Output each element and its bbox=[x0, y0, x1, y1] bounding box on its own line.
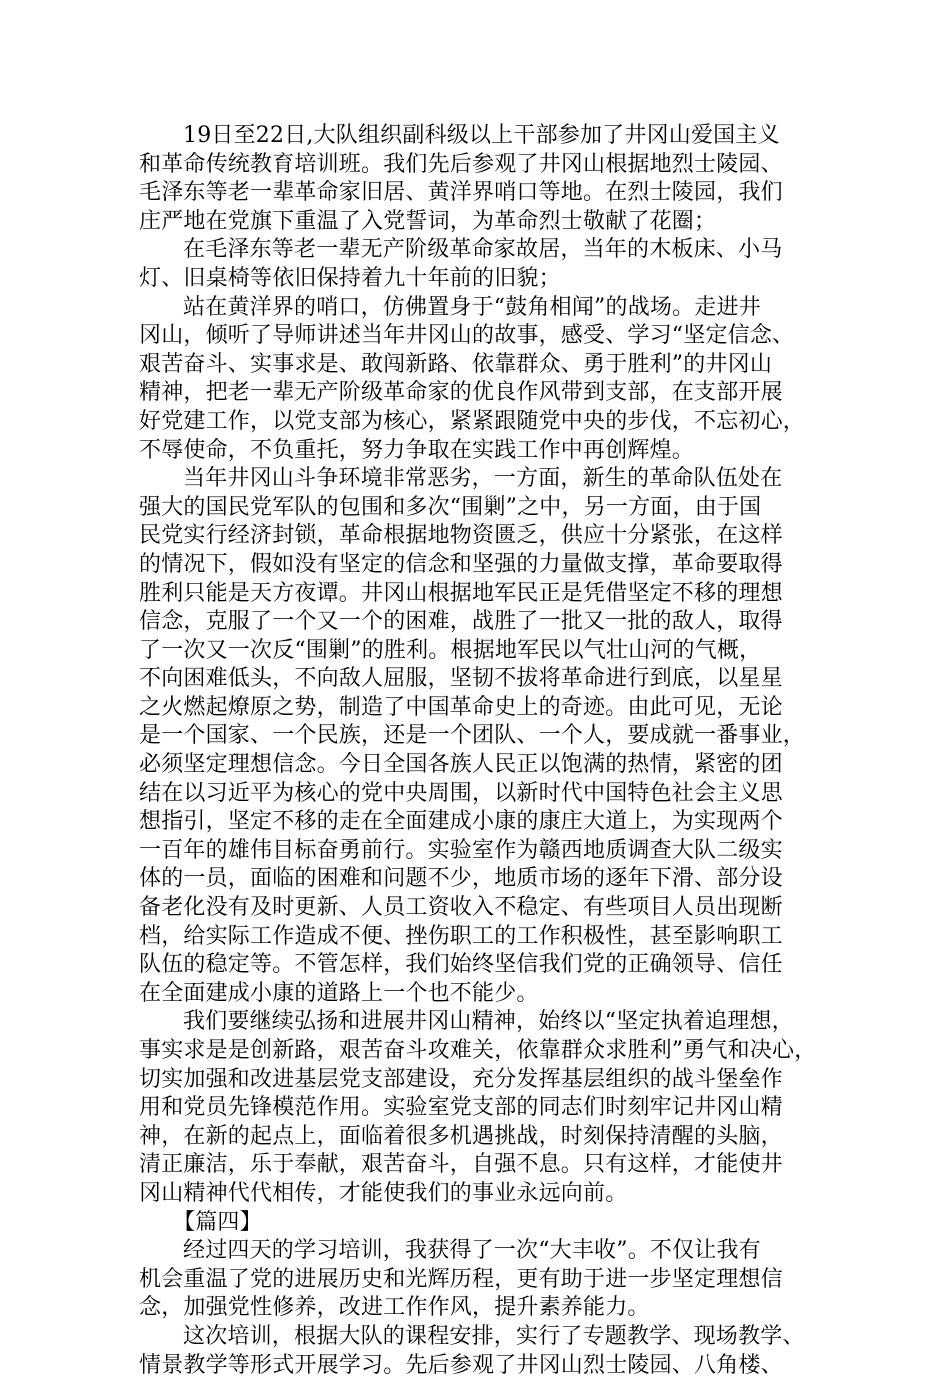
paragraph-line: 事实求是是创新路，艰苦奋斗攻难关，依靠群众求胜利”勇气和决心， bbox=[139, 1038, 817, 1063]
paragraph-line: 这次培训，根据大队的课程安排，实行了专题教学、现场教学、 bbox=[183, 1323, 805, 1349]
paragraph-line: 想指引，坚定不移的走在全面建成小康的康庄大道上，为实现两个 bbox=[139, 809, 783, 835]
paragraph-line: 我们要继续弘扬和进展井冈山精神，始终以“坚定执着追理想， bbox=[183, 1009, 794, 1035]
paragraph-line: 强大的国民党军队的包围和多次“围剿”之中，另一方面，由于国 bbox=[139, 494, 762, 520]
paragraph-line: 一百年的雄伟目标奋勇前行。实验室作为赣西地质调查大队二级实 bbox=[139, 837, 783, 863]
paragraph-line: 念，加强党性修养，改进工作作风，提升素养能力。 bbox=[139, 1295, 650, 1321]
paragraph-line: 结在以习近平为核心的党中央周围，以新时代中国特色社会主义思 bbox=[139, 780, 783, 806]
paragraph-line: 信念，克服了一个又一个的困难，战胜了一批又一批的敌人，取得 bbox=[139, 609, 783, 635]
paragraph-line: 切实加强和改进基层党支部建设，充分发挥基层组织的战斗堡垒作 bbox=[139, 1066, 783, 1092]
paragraph-line: 当年井冈山斗争环境非常恶劣，一方面，新生的革命队伍处在 bbox=[183, 466, 783, 492]
paragraph-line: 和革命传统教育培训班。我们先后参观了井冈山根据地烈士陵园、 bbox=[139, 151, 783, 177]
paragraph-line: 庄严地在党旗下重温了入党誓词，为革命烈士敬献了花圈； bbox=[139, 208, 717, 234]
paragraph-line: 队伍的稳定等。不管怎样，我们始终坚信我们党的正确领导、信任 bbox=[139, 952, 783, 978]
paragraph-line: 冈山精神代代相传，才能使我们的事业永远向前。 bbox=[139, 1180, 628, 1206]
paragraph-line: 的情况下，假如没有坚定的信念和坚强的力量做支撑，革命要取得 bbox=[139, 551, 783, 577]
paragraph-line: 不向困难低头，不向敌人屈服，坚韧不拔将革命进行到底，以星星 bbox=[139, 666, 783, 692]
paragraph-line: 毛泽东等老一辈革命家旧居、黄洋界哨口等地。在烈士陵园，我们 bbox=[139, 180, 783, 206]
document-body bbox=[139, 122, 829, 1380]
paragraph bbox=[139, 122, 829, 236]
paragraph-line: 必须坚定理想信念。今日全国各族人民正以饱满的热情，紧密的团 bbox=[139, 752, 783, 778]
section-heading bbox=[139, 1209, 829, 1238]
paragraph-line: 好党建工作，以党支部为核心，紧紧跟随党中央的步伐，不忘初心， bbox=[139, 408, 806, 434]
paragraph-line: 用和党员先锋模范作用。实验室党支部的同志们时刻牢记井冈山精 bbox=[139, 1095, 783, 1121]
paragraph bbox=[139, 236, 829, 293]
paragraph-line: 档，给实际工作造成不便、挫伤职工的工作积极性，甚至影响职工 bbox=[139, 923, 783, 949]
heading-text: 【篇四】 bbox=[173, 1209, 262, 1235]
paragraph-line: 是一个国家、一个民族，还是一个团队、一个人，要成就一番事业， bbox=[139, 723, 806, 749]
paragraph-line: 之火燃起燎原之势，制造了中国革命史上的奇迹。由此可见，无论 bbox=[139, 694, 783, 720]
paragraph-line: 在全面建成小康的道路上一个也不能少。 bbox=[139, 980, 539, 1006]
paragraph-line: 胜利只能是天方夜谭。井冈山根据地军民正是凭借坚定不移的理想 bbox=[139, 580, 783, 606]
paragraph-line: 经过四天的学习培训，我获得了一次“大丰收”。不仅让我有 bbox=[183, 1238, 761, 1264]
paragraph-line: 清正廉洁，乐于奉献，艰苦奋斗，自强不息。只有这样，才能使井 bbox=[139, 1152, 783, 1178]
paragraph-line: 神，在新的起点上，面临着很多机遇挑战，时刻保持清醒的头脑， bbox=[139, 1123, 783, 1149]
paragraph-line: 在毛泽东等老一辈无产阶级革命家故居，当年的木板床、小马 bbox=[183, 237, 783, 263]
paragraph-line: 精神，把老一辈无产阶级革命家的优良作风带到支部，在支部开展 bbox=[139, 380, 783, 406]
paragraph bbox=[139, 294, 829, 466]
paragraph bbox=[139, 1237, 829, 1323]
paragraph bbox=[139, 465, 829, 1008]
paragraph-line: 19日至22日,大队组织副科级以上干部参加了井冈山爱国主义 bbox=[183, 123, 780, 148]
paragraph-line: 体的一员，面临的困难和问题不少，地质市场的逐年下滑、部分设 bbox=[139, 866, 783, 892]
paragraph-line: 机会重温了党的进展历史和光辉历程，更有助于进一步坚定理想信 bbox=[139, 1266, 783, 1292]
paragraph bbox=[139, 1323, 829, 1380]
paragraph-line: 备老化没有及时更新、人员工资收入不稳定、有些项目人员出现断 bbox=[139, 895, 783, 921]
paragraph-line: 了一次又一次反“围剿”的胜利。根据地军民以气壮山河的气概， bbox=[139, 637, 762, 663]
paragraph-line: 灯、旧桌椅等依旧保持着九十年前的旧貌； bbox=[139, 265, 561, 291]
paragraph-line: 冈山，倾听了导师讲述当年井冈山的故事，感受、学习“坚定信念、 bbox=[139, 323, 795, 349]
paragraph bbox=[139, 1008, 829, 1208]
paragraph-line: 艰苦奋斗、实事求是、敢闯新路、依靠群众、勇于胜利”的井冈山 bbox=[139, 351, 773, 377]
paragraph-line: 民党实行经济封锁，革命根据地物资匮乏，供应十分紧张，在这样 bbox=[139, 523, 783, 549]
paragraph-line: 情景教学等形式开展学习。先后参观了井冈山烈士陵园、八角楼、 bbox=[139, 1352, 783, 1378]
paragraph-line: 不辱使命，不负重托，努力争取在实践工作中再创辉煌。 bbox=[139, 437, 695, 463]
paragraph-line: 站在黄洋界的哨口，仿佛置身于“鼓角相闻”的战场。走进井 bbox=[183, 294, 761, 320]
